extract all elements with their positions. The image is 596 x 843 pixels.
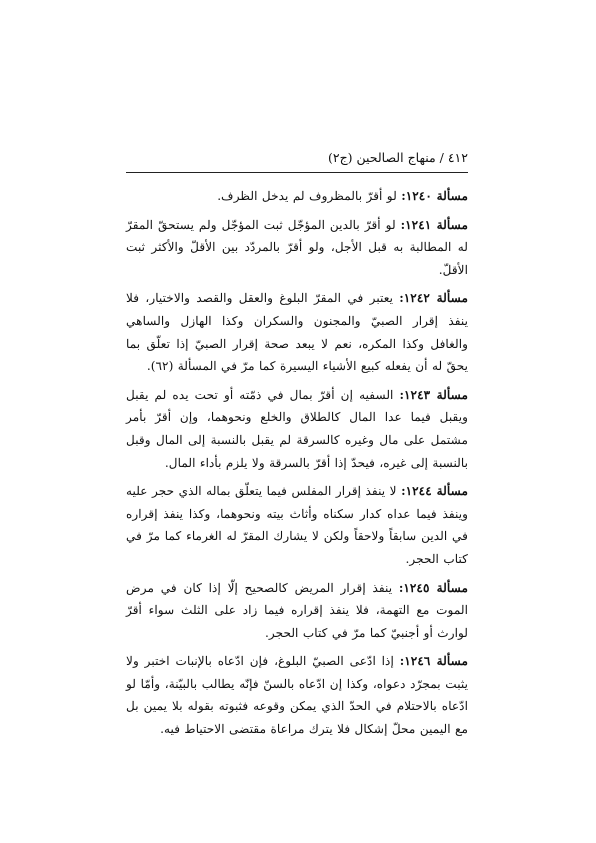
issue-number: مسألة ١٢٤٣: [399, 387, 469, 402]
issue-1240 [126, 185, 468, 208]
issue-number: مسألة ١٢٤٢: [399, 291, 468, 306]
issue-number: مسألة ١٢٤١: [400, 217, 468, 232]
issue-text: لو أقرّ بالمظروف لم يدخل الظرف. [217, 189, 402, 203]
issue-text: السفيه إن أقرّ بمال في ذمّته أو تحت يده لم يقبل ويقبل فيما عدا المال كالطلاق والخلع ونحوهما، وإن أقرّ بأمر مشتمل على مال وغيره كالسرقة لم يقبل بالنسبة إلى المال وقبل بالنسبة إلى غيره، فيحدّ إذا أقرّ بالسرقة ولا يلزم بأداء المال. [126, 387, 468, 470]
running-header: ٤١٢ / منهاج الصالحين (ج٢) [327, 150, 468, 165]
issue-1241 [126, 214, 468, 282]
issue-1243 [126, 384, 468, 474]
issue-1244 [126, 480, 468, 570]
issue-text: لا ينفذ إقرار المفلس فيما يتعلّق بماله الذي حجر عليه وينفذ فيما عداه كدار سكناه وأثاث بيته ونحوهما، وكذا ينفذ إقراره في الدين سابقاً ولاحقاً ولكن لا يشارك المقرّ له الغرماء كما مرّ في كتاب الحجر. [126, 484, 468, 566]
issue-text: لو أقرّ بالدين المؤجّل ثبت المؤجّل ولم يستحقّ المقرّ له المطالبة به قبل الأجل، ولو أقرّ بالمردّد بين الأقلّ والأكثر ثبت الأقلّ. [126, 217, 468, 277]
issue-1242 [126, 287, 468, 377]
issue-text: إذا ادّعى الصبيّ البلوغ، فإن ادّعاه بالإنبات اختبر ولا يثبت بمجرّد دعواه، وكذا إن ادّعاه بالسنّ فإنّه يطالب بالبيّنة، وأمّا لو ادّعاه بالاحتلام في الحدّ الذي يمكن وقوعه فثبوته بقوله بلا يمين بل مع اليمين محلّ إشكال فلا يترك مراعاة مقتضى الاحتياط فيه. [126, 654, 468, 737]
issue-number: مسألة ١٢٤٥: [398, 580, 468, 595]
issue-1245 [126, 577, 468, 645]
book-page [126, 150, 468, 747]
issue-1246 [126, 650, 468, 740]
issue-number: مسألة ١٢٤٠: [401, 189, 468, 203]
issue-text: ينفذ إقرار المريض كالصحيح إلّا إذا كان في مرض الموت مع التهمة، فلا ينفذ إقراره فيما زاد على الثلث سواء أقرّ لوارث أو أجنبيّ كما مرّ في كتاب الحجر. [126, 580, 468, 640]
issue-number: مسألة ١٢٤٦: [399, 654, 469, 669]
issue-text: يعتبر في المقرّ البلوغ والعقل والقصد والاختيار، فلا ينفذ إقرار الصبيّ والمجنون والسكران وكذا الهازل والساهي والغافل وكذا المكره، نعم لا يبعد صحة إقرار الصبيّ إذا تعلّق بما يحقّ له أن يفعله كبيع الأشياء اليسيرة كما مرّ في المسألة (٦٢). [126, 291, 468, 374]
header-rule [126, 172, 468, 173]
issue-number: مسألة ١٢٤٤: [401, 484, 469, 499]
